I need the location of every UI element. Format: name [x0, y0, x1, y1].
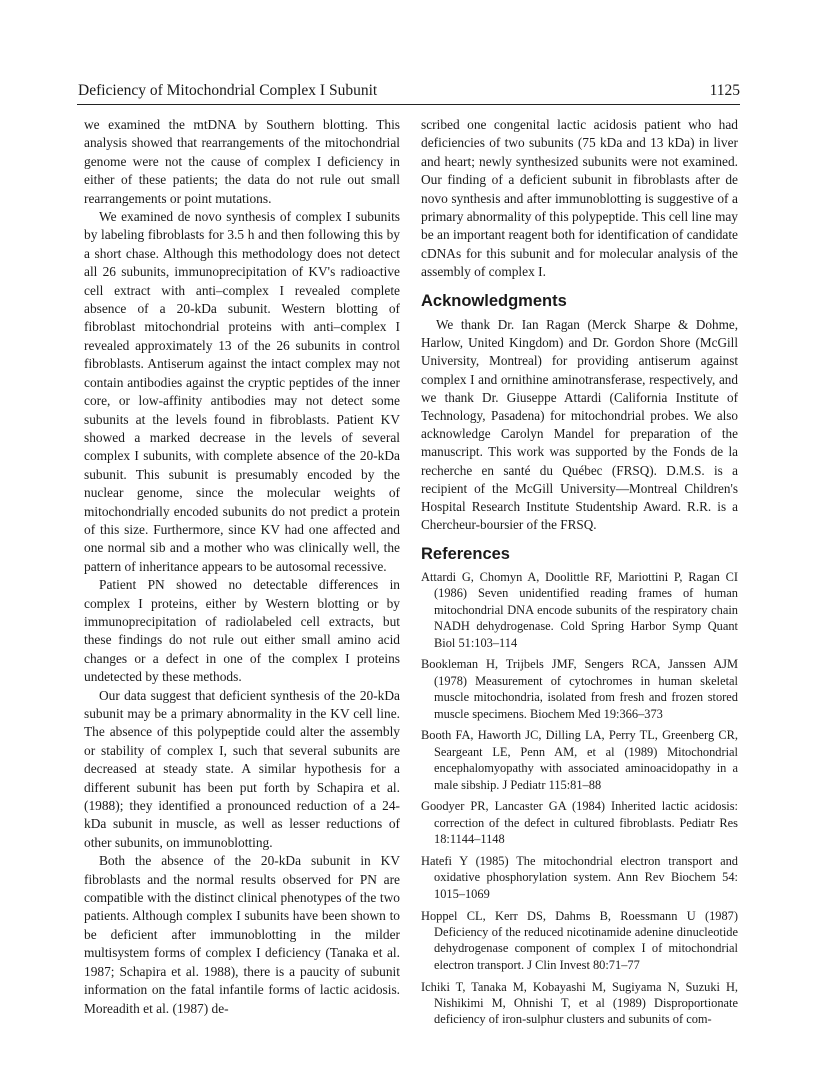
page-number: 1125: [709, 82, 740, 99]
running-head: [77, 82, 740, 105]
reference-entry: Hatefi Y (1985) The mitochondrial electron transport and oxidative phosphorylation system. Ann Rev Biochem 54: 1015–1069: [421, 853, 738, 901]
reference-list: [421, 569, 738, 1028]
reference-entry: Bookleman H, Trijbels JMF, Sengers RCA, Janssen AJM (1978) Measurement of cytochromes in human skeletal muscle mitochondria, isolated from fresh and frozen stored muscle specimens. Biochem Med 19:366–373: [421, 657, 738, 721]
acknowledgments-text: We thank Dr. Ian Ragan (Merck Sharpe & Dohme, Harlow, United Kingdom) and Dr. Gordon Shore (McGill University, Montreal) for providing antiserum against complex I and ornithine aminotransferase, respectively, and we thank Dr. Giuseppe Attardi (California Institute of Technology, Pasadena) for mitochondrial probes. We also acknowledge Carolyn Mandel for preparation of the manuscript. This work was supported by the Fonds de la recherche en santé du Québec (FRSQ). D.M.S. is a recipient of the McGill University—Montreal Children's Hospital Research Institute Studentship Award. R.R. is a Chercheur-boursier of the FRSQ.: [421, 317, 738, 533]
references-heading: References: [421, 544, 510, 563]
reference-entry: Goodyer PR, Lancaster GA (1984) Inherited lactic acidosis: correction of the defect in cultured fibroblasts. Pediatr Res 18:1144–1148: [421, 799, 738, 847]
reference-entry: Hoppel CL, Kerr DS, Dahms B, Roessmann U (1987) Deficiency of the reduced nicotinamide adenine dinucleotide dehydrogenase component of complex I of mitochondrial electron transport. J Clin Invest 80:71–77: [421, 908, 738, 972]
body-paragraph: Our data suggest that deficient synthesis of the 20-kDa subunit may be a primary abnormality in the KV cell line. The absence of this polypeptide could alter the assembly or stability of complex I, such that several subunits are decreased at steady state. A similar hypothesis for a different subunit has been put forth by Schapira et al. (1988); they identified a pronounced reduction of a 24-kDa subunit in muscle, as well as lesser reductions of other subunits, on immunoblotting.: [84, 687, 400, 850]
reference-entry: Ichiki T, Tanaka M, Kobayashi M, Sugiyama N, Suzuki H, Nishikimi M, Ohnishi T, et al (1989) Disproportionate deficiency of iron-sulphur clusters and subunits of com-: [421, 979, 738, 1027]
reference-entry: Booth FA, Haworth JC, Dilling LA, Perry TL, Greenberg CR, Seargeant LE, Penn AM, et al (1989) Mitochondrial encephalomyopathy with associated aminoacidopathy in a male sibship. J Pediatr 115:81–88: [421, 728, 738, 792]
right-column: [421, 116, 738, 1033]
body-paragraph: we examined the mtDNA by Southern blotting. This analysis showed that rearrangements of the mitochondrial genome were not the cause of complex I deficiency in either of these patients; the data do not rule out small rearrangements or point mutations.: [84, 117, 400, 206]
body-paragraph: Patient PN showed no detectable differences in complex I proteins, either by Western blotting or by immunoprecipitation of radiolabeled cell extracts, but these findings do not rule out either small amino acid changes or a defect in one of the complex I proteins undetected by these methods.: [84, 577, 400, 685]
body-paragraph: Both the absence of the 20-kDa subunit in KV fibroblasts and the normal results observed for PN are compatible with the distinct clinical phenotypes of the two patients. Although complex I subunits have been shown to be deficient after immunoblotting in the milder multisystem forms of complex I deficiency (Tanaka et al. 1987; Schapira et al. 1988), there is a paucity of subunit information on the fatal infantile forms of lactic acidosis. Moreadith et al. (1987) de-: [84, 853, 400, 1016]
body-paragraph: We examined de novo synthesis of complex I subunits by labeling fibroblasts for 3.5 h and then following this by a short chase. Although this methodology does not detect all 26 subunits, immunoprecipitation of KV's radioactive cell extract with anti–complex I revealed complete absence of a 20-kDa subunit. Western blotting of fibroblast mitochondrial proteins with anti–complex I revealed approximately 13 of the 26 subunits in control fibroblasts. Antiserum against the intact complex may not contain antibodies against the cryptic peptides of the inner core, or low-affinity antibodies may not detect some subunits at the levels found in fibroblasts. Patient KV showed a marked decrease in the levels of several complex I subunits, with complete absence of the 20-kDa subunit. This subunit is presumably encoded by the nuclear genome, since the molecular weights of mitochondrially encoded subunits do not predict a protein of this size. Furthermore, since KV had one affected and one normal sib and a mother who was clinically well, the pattern of inheritance appears to be autosomal recessive.: [84, 209, 400, 574]
reference-entry: Attardi G, Chomyn A, Doolittle RF, Mariottini P, Ragan CI (1986) Seven unidentified reading frames of human mitochondrial DNA encode subunits of the respiratory chain NADH dehydrogenase. Cold Spring Harbor Symp Quant Biol 51:103–114: [421, 569, 738, 650]
acknowledgments-heading: Acknowledgments: [421, 291, 567, 310]
running-title: Deficiency of Mitochondrial Complex I Subunit: [78, 82, 378, 99]
left-column: [84, 116, 400, 1018]
body-paragraph: scribed one congenital lactic acidosis patient who had deficiencies of two subunits (75 kDa and 13 kDa) in liver and heart; newly synthesized subunits were not examined. Our finding of a deficient subunit in fibroblasts after de novo synthesis and after immunoblotting is suggestive of a primary abnormality of this polypeptide. This cell line may be an important reagent both for identification of candidate cDNAs for this subunit and for molecular analysis of the assembly of complex I.: [421, 117, 738, 280]
